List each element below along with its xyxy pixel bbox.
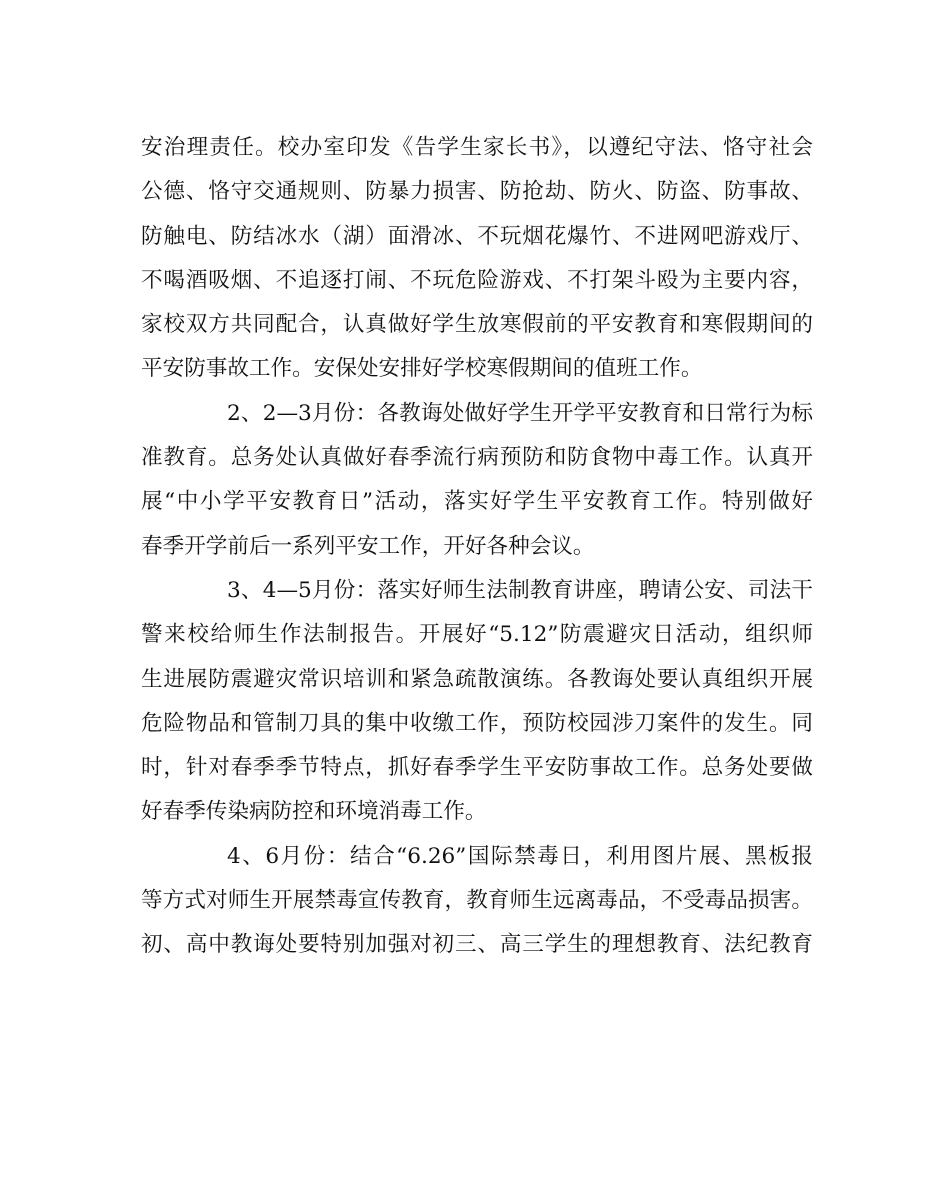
text-line: 等方式对师生开展禁毒宣传教育，教育师生远离毒品，不受毒品损害。 xyxy=(141,888,813,914)
text-line: 好春季传染病防控和环境消毒工作。 xyxy=(141,799,487,825)
paragraph-first-line: 2、2—3月份：各教诲处做好学生开学平安教育和日常行为标 xyxy=(227,400,813,426)
text-line: 防触电、防结冰水（湖）面滑冰、不玩烟花爆竹、不进网吧游戏厅、 xyxy=(141,223,813,249)
text-line: 准教育。总务处认真做好春季流行病预防和防食物中毒工作。认真开 xyxy=(141,445,813,471)
text-line: 家校双方共同配合，认真做好学生放寒假前的平安教育和寒假期间的 xyxy=(141,312,813,338)
text-line: 展“中小学平安教育日”活动，落实好学生平安教育工作。特别做好 xyxy=(141,489,813,515)
text-line: 生进展防震避灾常识培训和紧急疏散演练。各教诲处要认真组织开展 xyxy=(141,666,813,692)
text-line: 时，针对春季季节特点，抓好春季学生平安防事故工作。总务处要做 xyxy=(141,755,813,781)
text-line: 警来校给师生作法制报告。开展好“5.12”防震避灾日活动，组织师 xyxy=(141,622,813,648)
text-line: 初、高中教诲处要特别加强对初三、高三学生的理想教育、法纪教育 xyxy=(141,932,813,958)
paragraph-first-line: 4、6月份：结合“6.26”国际禁毒日，利用图片展、黑板报 xyxy=(227,843,813,869)
text-line: 安治理责任。校办室印发《告学生家长书》，以遵纪守法、恪守社会 xyxy=(141,135,813,160)
paragraph-first-line: 3、4—5月份：落实好师生法制教育讲座，聘请公安、司法干 xyxy=(227,577,813,603)
text-line: 危险物品和管制刀具的集中收缴工作，预防校园涉刀案件的发生。同 xyxy=(141,710,813,736)
text-line: 公德、恪守交通规则、防暴力损害、防抢劫、防火、防盗、防事故、 xyxy=(141,179,813,205)
text-line: 不喝酒吸烟、不追逐打闹、不玩危险游戏、不打架斗殴为主要内容， xyxy=(141,267,813,293)
text-line: 春季开学前后一系列平安工作，开好各种会议。 xyxy=(141,533,595,559)
text-line: 平安防事故工作。安保处安排好学校寒假期间的值班工作。 xyxy=(141,356,703,382)
body-text xyxy=(141,126,813,968)
